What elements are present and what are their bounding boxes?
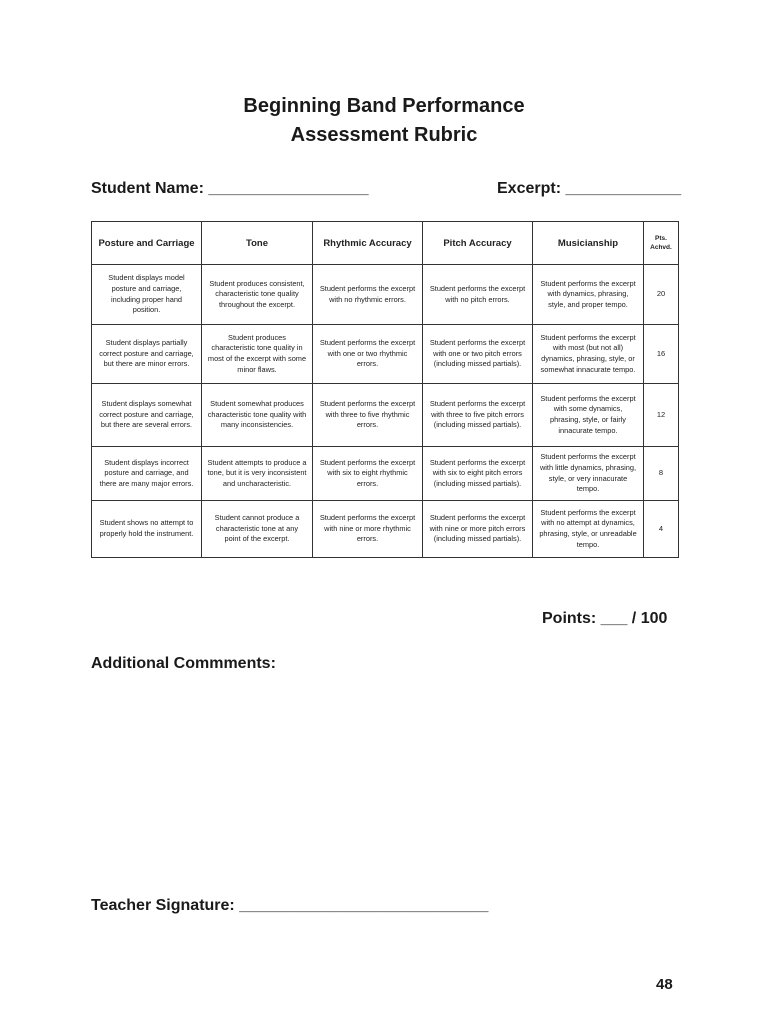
table-cell: Student performs the excerpt with six to eight pitch errors (including missed partials). [423,447,533,501]
student-name-field[interactable]: Student Name: __________________ [91,180,369,197]
table-cell: Student performs the excerpt with some dynamics, phrasing, style, or fairly innacurate tempo. [533,384,644,447]
table-cell: Student performs the excerpt with six to eight rhythmic errors. [313,447,423,501]
points-cell: 4 [644,501,679,558]
table-cell: Student performs the excerpt with one or two rhythmic errors. [313,325,423,384]
table-cell: Student cannot produce a characteristic tone at any point of the excerpt. [202,501,313,558]
additional-comments-label: Additional Commments: [91,655,276,672]
table-cell: Student performs the excerpt with three to five pitch errors (including missed partials). [423,384,533,447]
table-row [92,325,679,384]
table-cell: Student performs the excerpt with no rhythmic errors. [313,265,423,325]
table-row [92,265,679,325]
table-cell: Student performs the excerpt with nine or more pitch errors (including missed partials). [423,501,533,558]
header-posture: Posture and Carriage [92,222,202,265]
document-title [0,92,768,150]
points-cell: 20 [644,265,679,325]
table-cell: Student performs the excerpt with no pitch errors. [423,265,533,325]
rubric-table [91,221,679,558]
table-row [92,384,679,447]
table-cell: Student somewhat produces characteristic tone quality with many inconsistencies. [202,384,313,447]
table-cell: Student attempts to produce a tone, but it is very inconsistent and uncharacteristic. [202,447,313,501]
table-cell: Student displays model posture and carriage, including proper hand position. [92,265,202,325]
points-cell: 16 [644,325,679,384]
table-cell: Student produces consistent, characteristic tone quality throughout the excerpt. [202,265,313,325]
table-cell: Student performs the excerpt with most (but not all) dynamics, phrasing, style, or somewhat innacurate tempo. [533,325,644,384]
table-cell: Student shows no attempt to properly hold the instrument. [92,501,202,558]
table-cell: Student performs the excerpt with nine or more rhythmic errors. [313,501,423,558]
table-cell: Student performs the excerpt with no attempt at dynamics, phrasing, style, or unreadable tempo. [533,501,644,558]
header-pitch-accuracy: Pitch Accuracy [423,222,533,265]
table-cell: Student performs the excerpt with dynamics, phrasing, style, and proper tempo. [533,265,644,325]
table-cell: Student performs the excerpt with one or two pitch errors (including missed partials). [423,325,533,384]
points-cell: 12 [644,384,679,447]
table-row [92,501,679,558]
header-musicianship: Musicianship [533,222,644,265]
header-points-achieved: Pts. Achvd. [644,222,679,265]
table-cell: Student displays somewhat correct posture and carriage, but there are several errors. [92,384,202,447]
table-cell: Student performs the excerpt with three to five rhythmic errors. [313,384,423,447]
title-line-1: Beginning Band Performance [243,95,525,117]
table-cell: Student displays partially correct posture and carriage, but there are minor errors. [92,325,202,384]
header-tone: Tone [202,222,313,265]
table-cell: Student performs the excerpt with little dynamics, phrasing, style, or very innacurate tempo. [533,447,644,501]
header-rhythmic-accuracy: Rhythmic Accuracy [313,222,423,265]
table-row [92,447,679,501]
points-cell: 8 [644,447,679,501]
teacher-signature-field[interactable]: Teacher Signature: ____________________________ [91,897,489,914]
table-cell: Student produces characteristic tone quality in most of the excerpt with some minor flaws. [202,325,313,384]
page-number: 48 [656,976,673,993]
title-line-2: Assessment Rubric [290,124,478,146]
excerpt-field[interactable]: Excerpt: _____________ [497,180,682,197]
table-cell: Student displays incorrect posture and carriage, and there are many major errors. [92,447,202,501]
rubric-header-row [92,222,679,265]
points-total-field[interactable]: Points: ___ / 100 [542,610,668,627]
